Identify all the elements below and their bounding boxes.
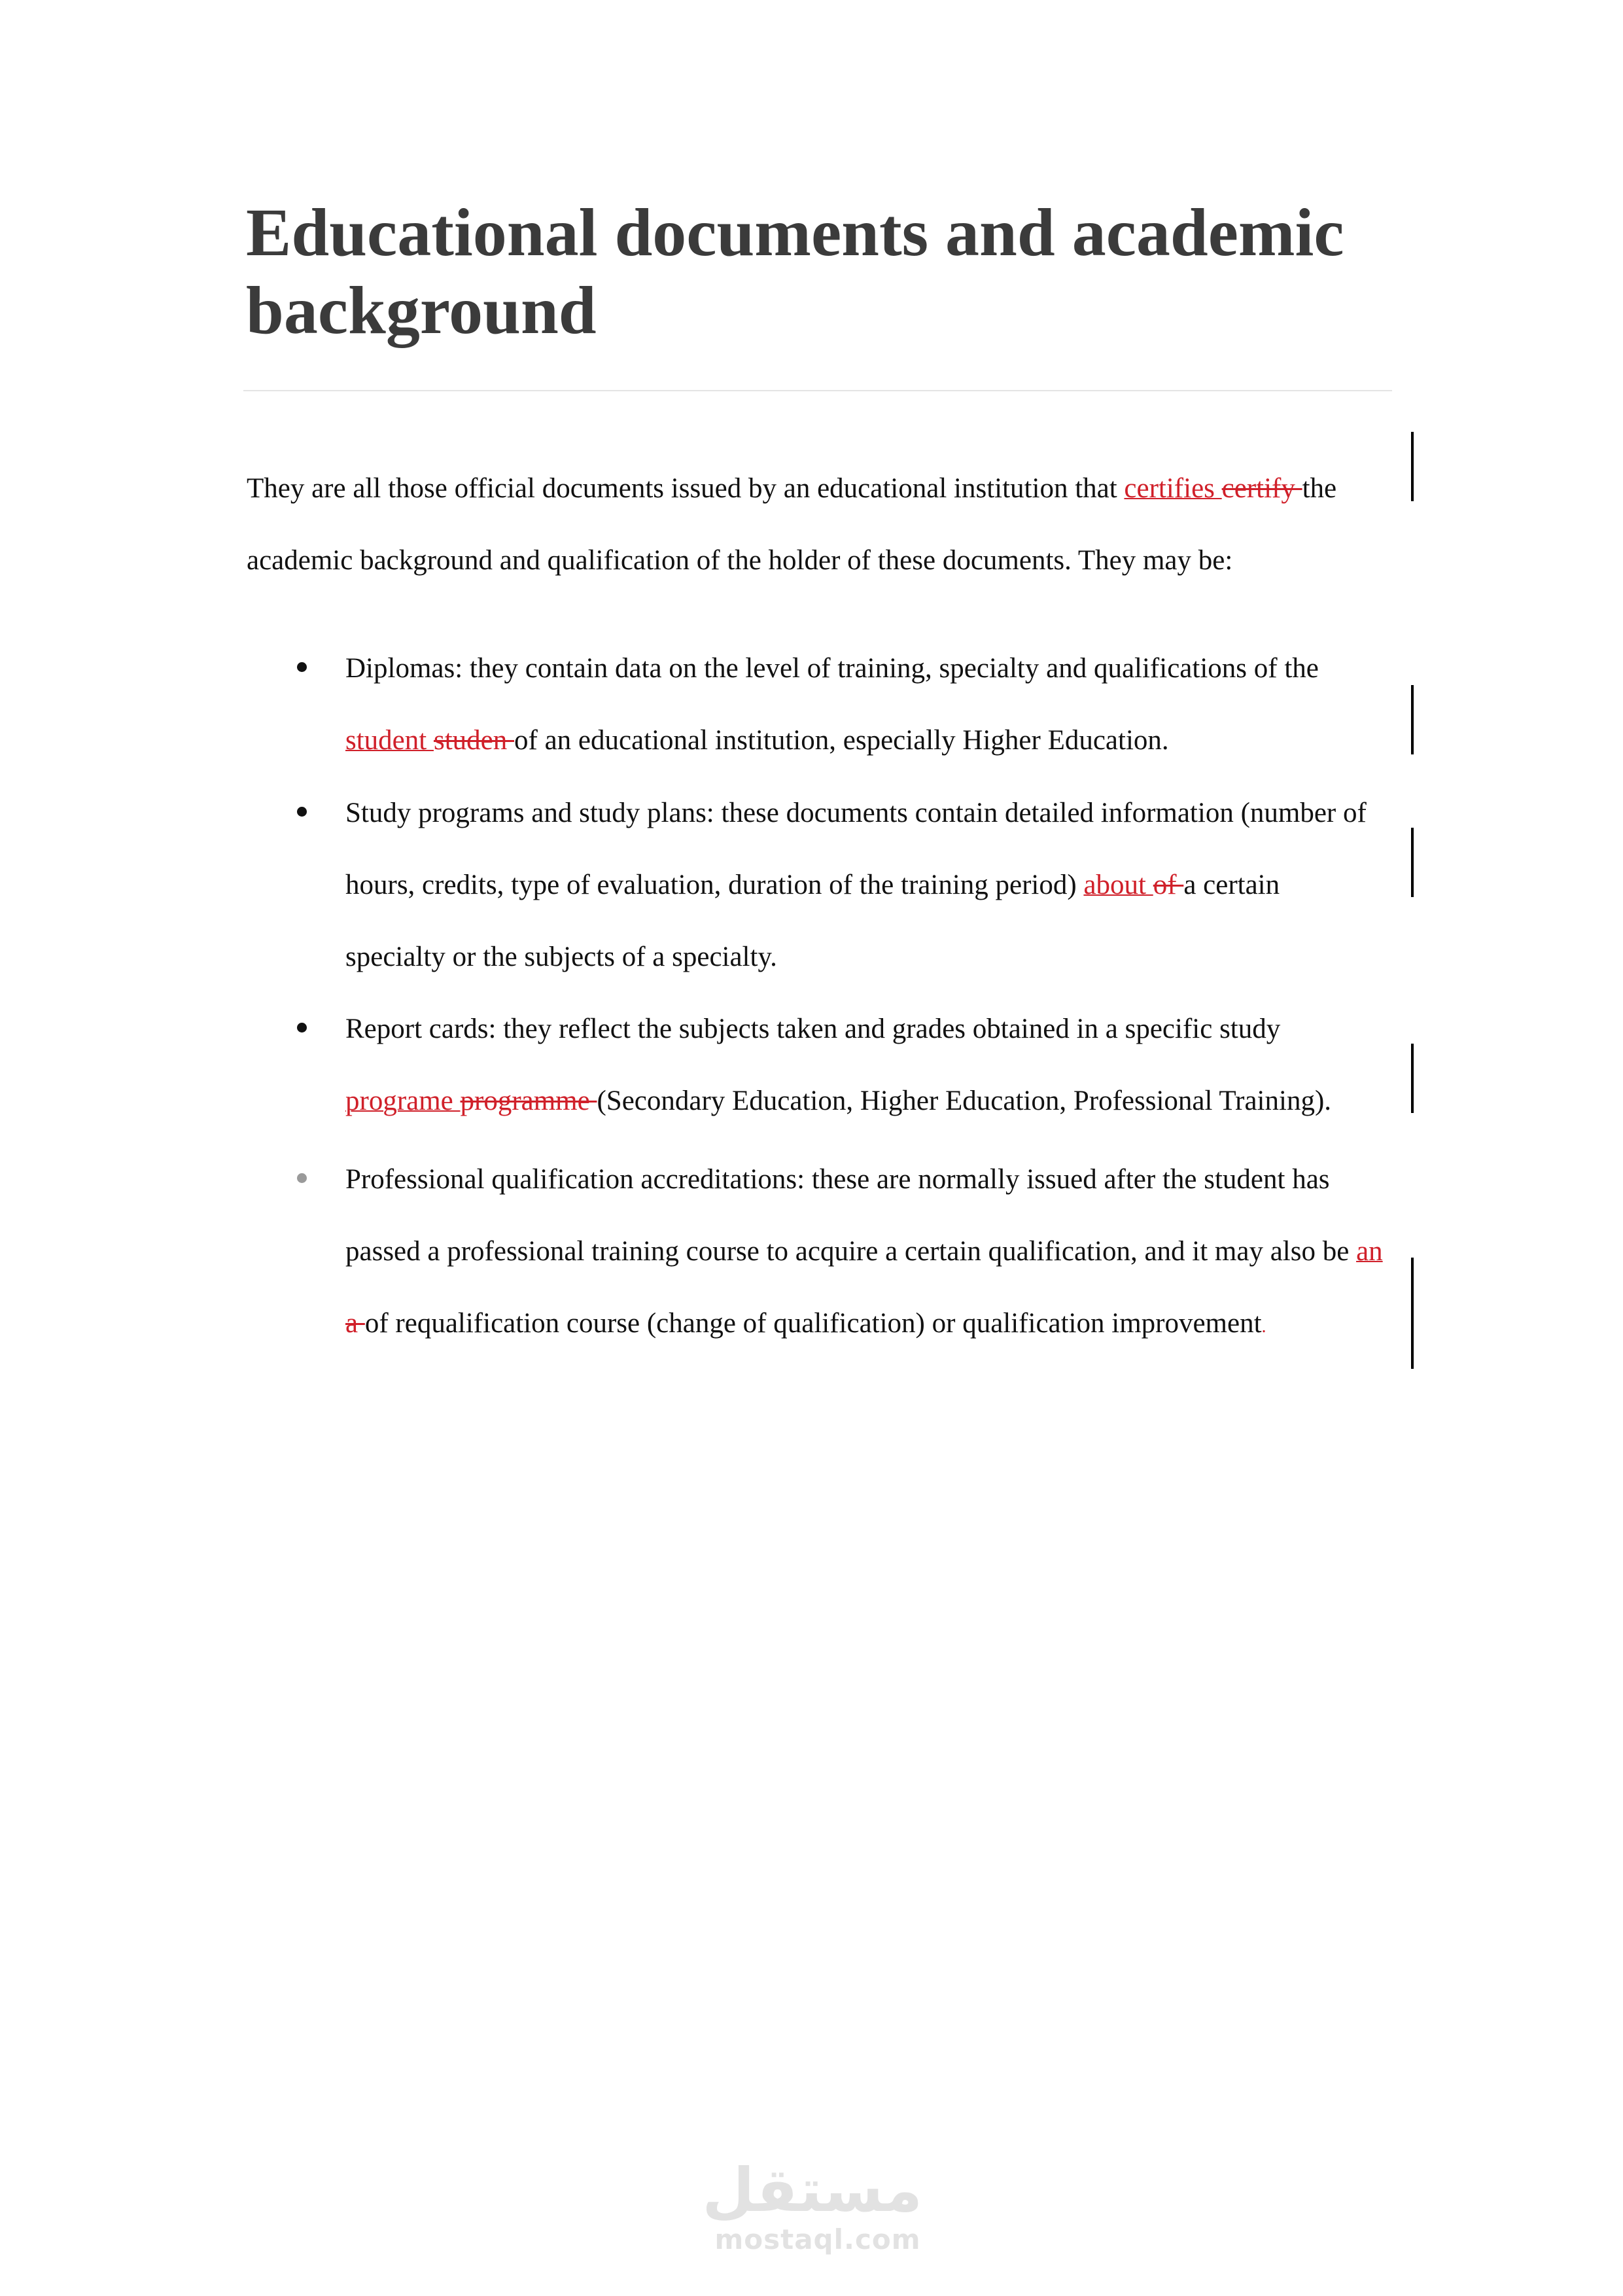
list-item-text — [345, 633, 1386, 777]
change-bar-item-2 — [1411, 828, 1414, 897]
change-bar-intro — [1411, 432, 1414, 501]
bullet-icon — [297, 1023, 307, 1033]
document-title: Educational documents and academic background — [246, 195, 1344, 348]
item-insertion: programe — [345, 1086, 461, 1116]
intro-insertion: certifies — [1124, 473, 1222, 504]
item-text-before: Report cards: they reflect the subjects taken and grades obtained in a specific study — [345, 1014, 1281, 1044]
item-deletion: studen — [433, 725, 514, 756]
list-item-text — [345, 993, 1386, 1137]
item-deletion: of — [1153, 870, 1184, 900]
item-text-after: of requalification course (change of qualification) or qualification improvement — [364, 1308, 1262, 1339]
intro-deletion: certify — [1221, 473, 1302, 504]
intro-text-after: the academic background and qualification of the holder of these documents. They may be: — [247, 473, 1337, 576]
item-insertion: student — [345, 725, 434, 756]
item-text-after: of an educational institution, especially Higher Education. — [514, 725, 1169, 756]
mostaql-watermark — [702, 2155, 922, 2256]
title-divider — [243, 390, 1392, 391]
change-bar-item-3 — [1411, 1044, 1414, 1113]
item-deletion: a — [345, 1308, 365, 1339]
bullet-icon — [297, 1173, 307, 1183]
intro-paragraph — [247, 453, 1398, 597]
item-text-after: (Secondary Education, Higher Education, Professional Training). — [597, 1086, 1332, 1116]
watermark-arabic-logo: مستقل — [702, 2155, 922, 2225]
change-bar-item-4 — [1411, 1258, 1414, 1369]
item-trailing-period: . — [1261, 1316, 1266, 1337]
list-item-text — [345, 777, 1386, 993]
item-text-before: Study programs and study plans: these documents contain detailed information (number of hours, credits, type of evaluation, duration of the training period) — [345, 798, 1367, 900]
intro-text-before: They are all those official documents issued by an educational institution that — [247, 473, 1125, 504]
item-text-after: a certain specialty or the subjects of a specialty. — [345, 870, 1280, 972]
item-insertion: about — [1083, 870, 1153, 900]
watermark-latin-text: mostaql.com — [714, 2223, 921, 2255]
item-text-before: Diplomas: they contain data on the level of training, specialty and qualifications of the — [345, 653, 1319, 684]
change-bar-item-1 — [1411, 685, 1414, 754]
item-insertion: an — [1356, 1236, 1383, 1267]
list-item-text — [345, 1144, 1386, 1363]
item-text-before: Professional qualification accreditations: these are normally issued after the student has passed a professional training course to acquire a certain qualification, and it may also be — [345, 1164, 1357, 1267]
bullet-icon — [297, 807, 307, 817]
bullet-icon — [297, 662, 307, 672]
item-deletion: programme — [460, 1086, 597, 1116]
